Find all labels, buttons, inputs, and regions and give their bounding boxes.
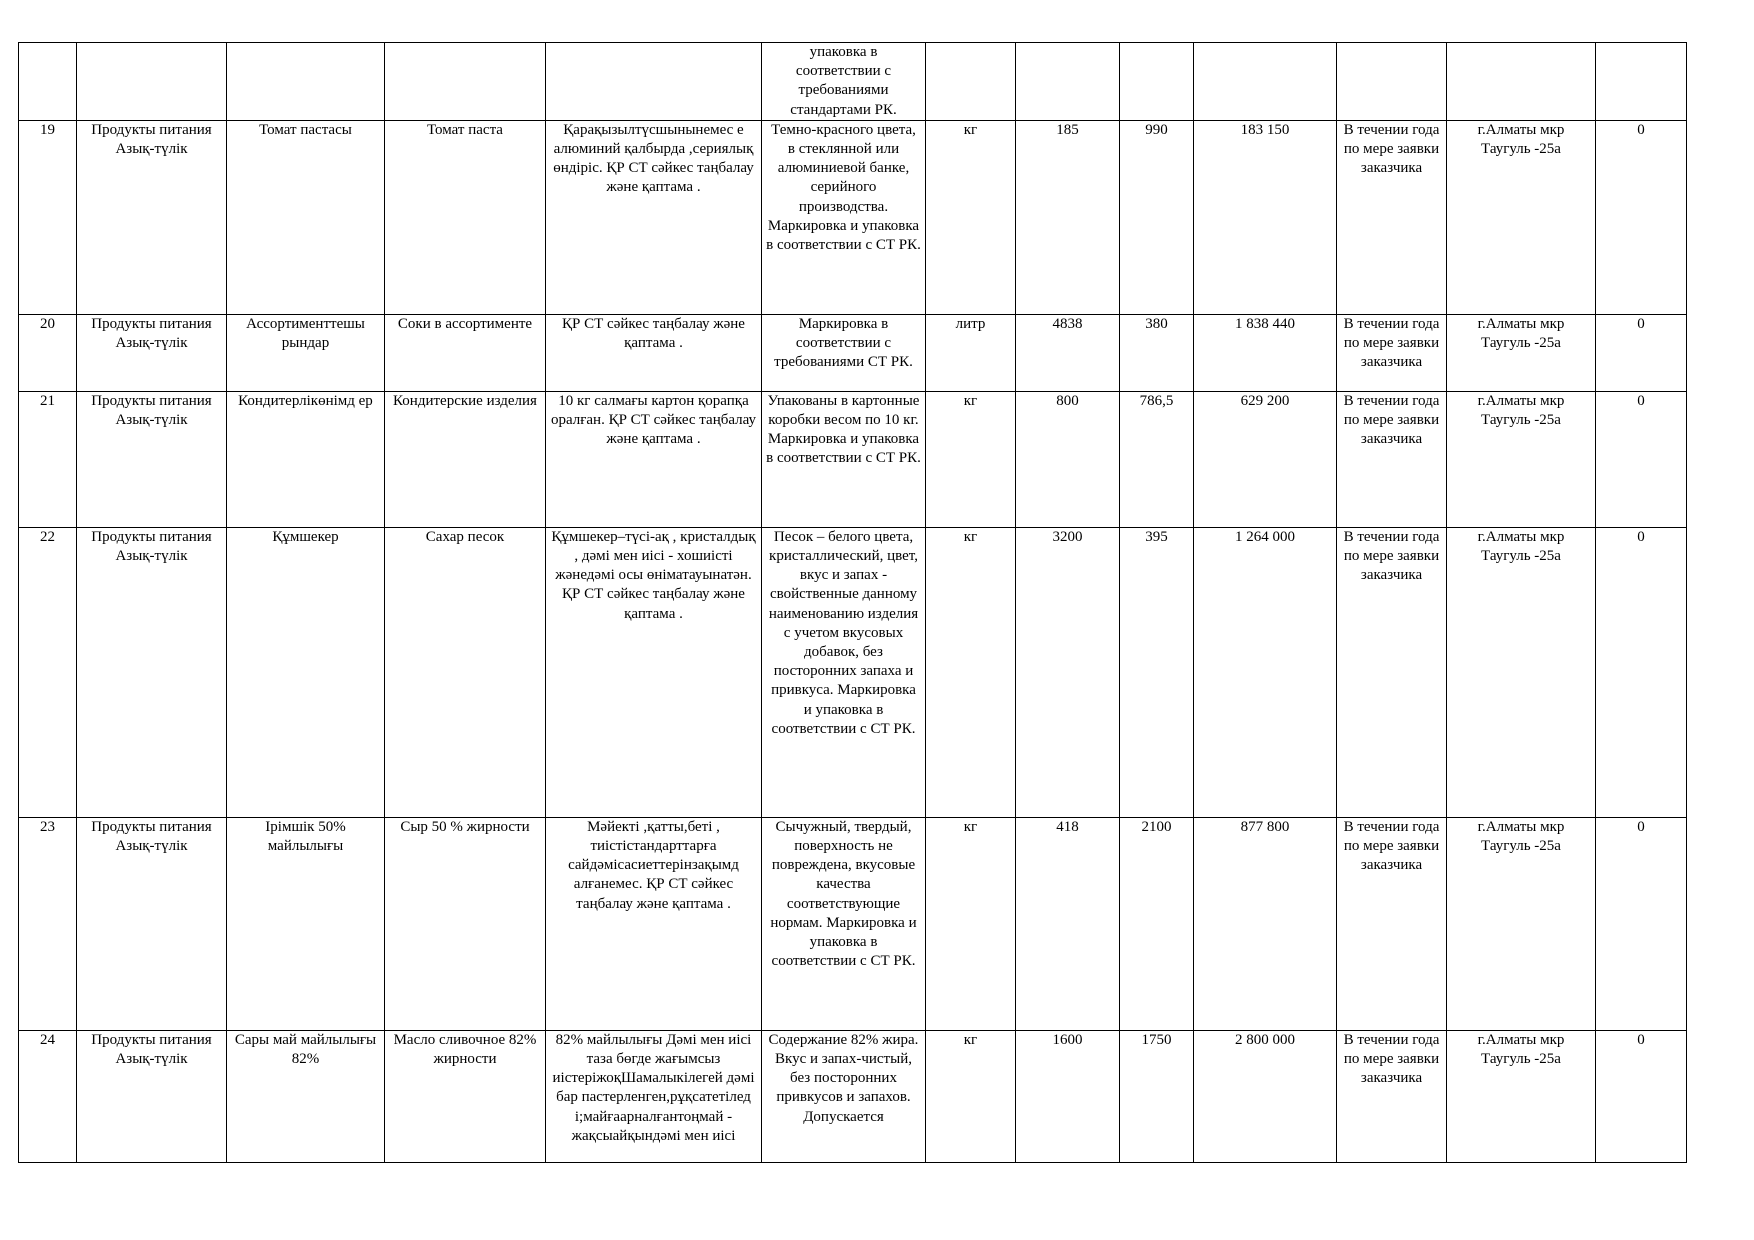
cell-term: В течении года по мере заявки заказчика xyxy=(1337,391,1447,527)
cell-price: 395 xyxy=(1120,527,1194,817)
cell-name-ru: Соки в ассортименте xyxy=(385,314,546,391)
cell-term: В течении года по мере заявки заказчика xyxy=(1337,314,1447,391)
cell-price xyxy=(1120,43,1194,121)
cell-name-ru: Кондитерские изделия xyxy=(385,391,546,527)
cell-unit xyxy=(926,43,1016,121)
cell-price: 2100 xyxy=(1120,817,1194,1030)
cell-category: Продукты питания Азық-түлік xyxy=(77,391,227,527)
cell-place: г.Алматы мкр Таугуль -25а xyxy=(1447,527,1596,817)
table-row-continuation xyxy=(19,43,1687,121)
cell-total: 1 264 000 xyxy=(1194,527,1337,817)
cell-spec-kz: ҚР СТ сәйкес таңбалау және қаптама . xyxy=(546,314,762,391)
cell-price: 786,5 xyxy=(1120,391,1194,527)
cell-unit: кг xyxy=(926,120,1016,314)
cell-spec-ru: Темно-красного цвета, в стеклянной или алюминиевой банке, серийного производства. Маркировка и упаковка в соответствии с СТ РК. xyxy=(762,120,926,314)
cell-num: 22 xyxy=(19,527,77,817)
cell-spec-ru: Сычужный, твердый, поверхность не повреждена, вкусовые качества соответствующие нормам. Маркировка и упаковка в соответствии с СТ РК. xyxy=(762,817,926,1030)
cell-category: Продукты питания Азық-түлік xyxy=(77,527,227,817)
cell-term: В течении года по мере заявки заказчика xyxy=(1337,1030,1447,1162)
cell-name-ru: Сахар песок xyxy=(385,527,546,817)
cell-name-ru: Томат паста xyxy=(385,120,546,314)
cell-num: 21 xyxy=(19,391,77,527)
cell-name-kz: Томат пастасы xyxy=(227,120,385,314)
cell-qty: 418 xyxy=(1016,817,1120,1030)
cell-total xyxy=(1194,43,1337,121)
cell-name-kz xyxy=(227,43,385,121)
cell-category xyxy=(77,43,227,121)
table-row xyxy=(19,1030,1687,1162)
cell-advance xyxy=(1596,43,1687,121)
cell-unit: кг xyxy=(926,817,1016,1030)
cell-price: 1750 xyxy=(1120,1030,1194,1162)
cell-place: г.Алматы мкр Таугуль -25а xyxy=(1447,120,1596,314)
cell-num: 23 xyxy=(19,817,77,1030)
table-row xyxy=(19,391,1687,527)
cell-qty: 800 xyxy=(1016,391,1120,527)
cell-num: 24 xyxy=(19,1030,77,1162)
cell-num xyxy=(19,43,77,121)
table-body xyxy=(19,43,1687,1163)
cell-name-kz: Кондитерлікөнімд ер xyxy=(227,391,385,527)
cell-spec-ru: Маркировка в соответствии с требованиями СТ РК. xyxy=(762,314,926,391)
cell-spec-kz: Қарақызылтүсшынынемес е алюминий қалбырда ,сериялық өндіріс. ҚР СТ сәйкес таңбалау және қаптама . xyxy=(546,120,762,314)
cell-place: г.Алматы мкр Таугуль -25а xyxy=(1447,1030,1596,1162)
table-row xyxy=(19,120,1687,314)
table-row xyxy=(19,314,1687,391)
cell-term xyxy=(1337,43,1447,121)
cell-num: 20 xyxy=(19,314,77,391)
cell-advance: 0 xyxy=(1596,1030,1687,1162)
table-row xyxy=(19,527,1687,817)
cell-spec-ru: Содержание 82% жира. Вкус и запах-чистый, без посторонних привкусов и запахов. Допускается xyxy=(762,1030,926,1162)
cell-spec-ru: упаковка в соответствии с требованиями стандартами РК. xyxy=(762,43,926,121)
cell-term: В течении года по мере заявки заказчика xyxy=(1337,817,1447,1030)
cell-unit: кг xyxy=(926,527,1016,817)
cell-qty: 185 xyxy=(1016,120,1120,314)
cell-advance: 0 xyxy=(1596,391,1687,527)
cell-total: 2 800 000 xyxy=(1194,1030,1337,1162)
cell-advance: 0 xyxy=(1596,817,1687,1030)
cell-advance: 0 xyxy=(1596,120,1687,314)
cell-place: г.Алматы мкр Таугуль -25а xyxy=(1447,817,1596,1030)
cell-term: В течении года по мере заявки заказчика xyxy=(1337,527,1447,817)
cell-category: Продукты питания Азық-түлік xyxy=(77,120,227,314)
cell-name-kz: Ассортименттешы рындар xyxy=(227,314,385,391)
cell-category: Продукты питания Азық-түлік xyxy=(77,1030,227,1162)
cell-name-kz: Құмшекер xyxy=(227,527,385,817)
cell-category: Продукты питания Азық-түлік xyxy=(77,314,227,391)
cell-total: 1 838 440 xyxy=(1194,314,1337,391)
cell-qty: 3200 xyxy=(1016,527,1120,817)
cell-spec-ru: Песок – белого цвета, кристаллический, цвет, вкус и запах - свойственные данному наименованию изделия с учетом вкусовых добавок, без посторонних запаха и привкуса. Маркировка и упаковка в соответствии с СТ РК. xyxy=(762,527,926,817)
cell-spec-kz: 82% майлылығы Дәмі мен иісі таза бөгде жағымсыз иістеріжоқШамалыкілегей дәмі бар пастерленген,рұқсатетілед і;майғаарналғантоңмай - жақсыайқындәмі мен иісі xyxy=(546,1030,762,1162)
table-row xyxy=(19,817,1687,1030)
cell-name-ru: Масло сливочное 82% жирности xyxy=(385,1030,546,1162)
cell-term: В течении года по мере заявки заказчика xyxy=(1337,120,1447,314)
cell-place: г.Алматы мкр Таугуль -25а xyxy=(1447,314,1596,391)
cell-qty: 1600 xyxy=(1016,1030,1120,1162)
cell-price: 380 xyxy=(1120,314,1194,391)
cell-unit: литр xyxy=(926,314,1016,391)
cell-qty xyxy=(1016,43,1120,121)
cell-qty: 4838 xyxy=(1016,314,1120,391)
cell-advance: 0 xyxy=(1596,314,1687,391)
cell-name-ru: Сыр 50 % жирности xyxy=(385,817,546,1030)
cell-num: 19 xyxy=(19,120,77,314)
cell-spec-kz: Мәйекті ,қатты,беті , тиістістандарттарға сайдәмісасиеттерінзақымд алғанемес. ҚР СТ сәйкес таңбалау және қаптама . xyxy=(546,817,762,1030)
cell-unit: кг xyxy=(926,1030,1016,1162)
cell-spec-ru: Упакованы в картонные коробки весом по 10 кг. Маркировка и упаковка в соответствии с СТ РК. xyxy=(762,391,926,527)
cell-price: 990 xyxy=(1120,120,1194,314)
procurement-table xyxy=(18,42,1687,1163)
cell-unit: кг xyxy=(926,391,1016,527)
cell-name-kz: Ірімшік 50% майлылығы xyxy=(227,817,385,1030)
cell-place xyxy=(1447,43,1596,121)
cell-total: 629 200 xyxy=(1194,391,1337,527)
cell-total: 183 150 xyxy=(1194,120,1337,314)
cell-name-ru xyxy=(385,43,546,121)
cell-spec-kz: Құмшекер–түсі-ақ , кристалдық , дәмі мен иісі - хошиісті жәнедәмі осы өніматауынатән. ҚР СТ сәйкес таңбалау және қаптама . xyxy=(546,527,762,817)
cell-category: Продукты питания Азық-түлік xyxy=(77,817,227,1030)
cell-advance: 0 xyxy=(1596,527,1687,817)
cell-total: 877 800 xyxy=(1194,817,1337,1030)
cell-name-kz: Сары май майлылығы 82% xyxy=(227,1030,385,1162)
cell-place: г.Алматы мкр Таугуль -25а xyxy=(1447,391,1596,527)
cell-spec-kz: 10 кг салмағы картон қорапқа оралған. ҚР СТ сәйкес таңбалау және қаптама . xyxy=(546,391,762,527)
cell-spec-kz xyxy=(546,43,762,121)
